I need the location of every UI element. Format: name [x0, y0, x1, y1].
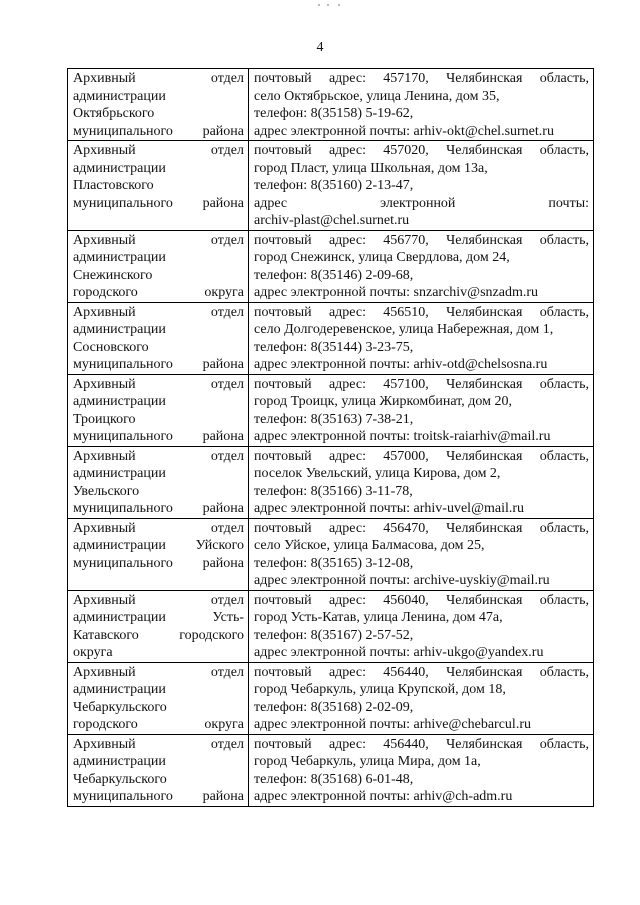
contact-details-cell	[249, 518, 594, 590]
address-line: поселок Увельский, улица Кирова, дом 2,	[254, 466, 501, 481]
archives-table	[67, 68, 594, 807]
phone-line: телефон: 8(35166) 3-11-78,	[254, 483, 413, 499]
department-line: администрации Усть-	[73, 610, 244, 625]
address-line: село Уйское, улица Балмасова, дом 25,	[254, 538, 485, 553]
phone-line: телефон: 8(35168) 6-01-48,	[254, 771, 414, 787]
contact-details-cell	[249, 141, 594, 231]
postal-address-line: почтовый адрес: 456440, Челябинская область,	[254, 664, 589, 680]
department-line: Катавского городского	[73, 627, 244, 643]
table-row	[68, 446, 594, 518]
phone-line: телефон: 8(35167) 2-57-52,	[254, 627, 414, 643]
archive-department-cell	[68, 374, 249, 446]
phone-line: телефон: 8(35165) 3-12-08,	[254, 555, 414, 571]
phone-line: телефон: 8(35144) 3-23-75,	[254, 339, 414, 355]
department-line: администрации	[73, 682, 166, 697]
postal-address-line: почтовый адрес: 457020, Челябинская область,	[254, 143, 589, 158]
address-line: город Усть-Катав, улица Ленина, дом 47а,	[254, 610, 503, 625]
department-line: администрации Уйского	[73, 538, 244, 553]
department-line: городского округа	[73, 717, 244, 732]
contact-details-cell	[249, 302, 594, 374]
department-line: муниципального района	[73, 429, 244, 444]
table-row	[68, 374, 594, 446]
table-row	[68, 662, 594, 734]
archive-department-cell	[68, 141, 249, 231]
table-row	[68, 230, 594, 302]
contact-details-cell	[249, 734, 594, 806]
department-line: муниципального района	[73, 789, 244, 804]
postal-address-line: почтовый адрес: 456770, Челябинская область,	[254, 232, 589, 248]
archive-department-cell	[68, 230, 249, 302]
archive-department-cell	[68, 590, 249, 662]
department-line: Троицкого	[73, 411, 136, 427]
postal-address-line: почтовый адрес: 456510, Челябинская область,	[254, 304, 589, 320]
address-line: город Пласт, улица Школьная, дом 13а,	[254, 160, 488, 176]
phone-line: телефон: 8(35168) 2-02-09,	[254, 699, 414, 715]
contact-details-cell	[249, 230, 594, 302]
department-line: администрации	[73, 394, 166, 409]
department-line: Архивный отдел	[73, 232, 244, 248]
department-line: Архивный отдел	[73, 520, 244, 536]
address-line: село Долгодеревенское, улица Набережная, дом 1,	[254, 322, 554, 337]
department-line: Октябрьского	[73, 106, 155, 121]
table-row	[68, 518, 594, 590]
department-line: Чебаркульского	[73, 699, 167, 715]
phone-line: телефон: 8(35160) 2-13-47,	[254, 178, 414, 193]
email-line: адрес электронной почты: arhiv-okt@chel.surnet.ru	[254, 123, 554, 139]
postal-address-line: почтовый адрес: 457000, Челябинская область,	[254, 448, 589, 464]
department-line: Чебаркульского	[73, 771, 167, 787]
department-line: администрации	[73, 88, 166, 104]
department-line: Снежинского	[73, 267, 153, 283]
table-row	[68, 302, 594, 374]
table-row	[68, 141, 594, 231]
address-line: город Чебаркуль, улица Мира, дом 1а,	[254, 754, 481, 769]
department-line: муниципального района	[73, 195, 244, 211]
postal-address-line: почтовый адрес: 456470, Челябинская область,	[254, 520, 589, 536]
contact-details-cell	[249, 446, 594, 518]
address-line: город Троицк, улица Жиркомбинат, дом 20,	[254, 394, 512, 409]
email-line: адрес электронной почты: troitsk-raiarhiv@mail.ru	[254, 429, 551, 444]
department-line: Архивный отдел	[73, 736, 244, 752]
email-line: адрес электронной почты: arhiv-otd@chelsosna.ru	[254, 357, 548, 372]
contact-details-cell	[249, 69, 594, 141]
postal-address-line: почтовый адрес: 457170, Челябинская область,	[254, 71, 589, 86]
email-line: archiv-plast@chel.surnet.ru	[254, 213, 410, 228]
archive-department-cell	[68, 302, 249, 374]
archive-department-cell	[68, 662, 249, 734]
phone-line: телефон: 8(35158) 5-19-62,	[254, 106, 414, 121]
postal-address-line: почтовый адрес: 456040, Челябинская область,	[254, 592, 589, 608]
department-line: Архивный отдел	[73, 143, 244, 158]
department-line: муниципального района	[73, 555, 244, 571]
department-line: Архивный отдел	[73, 376, 244, 392]
department-line: Увельского	[73, 483, 140, 499]
page-number: 4	[316, 40, 324, 55]
department-line: Архивный отдел	[73, 664, 244, 680]
department-line: Сосновского	[73, 339, 149, 355]
email-line: адрес электронной почты: arhiv-ukgo@yandex.ru	[254, 645, 544, 660]
department-line: администрации	[73, 754, 166, 769]
archive-department-cell	[68, 446, 249, 518]
archive-department-cell	[68, 734, 249, 806]
phone-line: телефон: 8(35163) 7-38-21,	[254, 411, 414, 427]
archive-department-cell	[68, 69, 249, 141]
contact-details-cell	[249, 590, 594, 662]
department-line: Архивный отдел	[73, 71, 244, 86]
department-line: Пластовского	[73, 178, 154, 193]
email-line: адрес электронной почты: archive-uyskiy@mail.ru	[254, 573, 550, 588]
department-line: муниципального района	[73, 123, 244, 139]
email-line: адрес электронной почты: arhiv@ch-adm.ru	[254, 789, 513, 804]
email-line: адрес электронной почты: snzarchiv@snzadm.ru	[254, 285, 538, 300]
department-line: городского округа	[73, 285, 244, 300]
contact-details-cell	[249, 374, 594, 446]
address-line: город Чебаркуль, улица Крупской, дом 18,	[254, 682, 506, 697]
department-line: муниципального района	[73, 501, 244, 516]
department-line: администрации	[73, 466, 166, 481]
department-line: Архивный отдел	[73, 448, 244, 464]
email-line: адрес электронной почты:	[254, 195, 589, 211]
phone-line: телефон: 8(35146) 2-09-68,	[254, 267, 414, 283]
department-line: Архивный отдел	[73, 592, 244, 608]
department-line: администрации	[73, 160, 166, 176]
email-line: адрес электронной почты: arhiv-uvel@mail.ru	[254, 501, 525, 516]
department-line: администрации	[73, 250, 166, 265]
archive-department-cell	[68, 518, 249, 590]
postal-address-line: почтовый адрес: 456440, Челябинская область,	[254, 736, 589, 752]
scan-artifact	[318, 4, 342, 8]
department-line: Архивный отдел	[73, 304, 244, 320]
contact-details-cell	[249, 662, 594, 734]
department-line: округа	[73, 645, 113, 660]
address-line: город Снежинск, улица Свердлова, дом 24,	[254, 250, 510, 265]
postal-address-line: почтовый адрес: 457100, Челябинская область,	[254, 376, 589, 392]
department-line: администрации	[73, 322, 166, 337]
archives-table-body	[68, 69, 594, 807]
email-line: адрес электронной почты: arhive@chebarcul.ru	[254, 717, 531, 732]
address-line: село Октябрьское, улица Ленина, дом 35,	[254, 88, 500, 104]
table-row	[68, 69, 594, 141]
table-row	[68, 590, 594, 662]
table-row	[68, 734, 594, 806]
department-line: муниципального района	[73, 357, 244, 372]
